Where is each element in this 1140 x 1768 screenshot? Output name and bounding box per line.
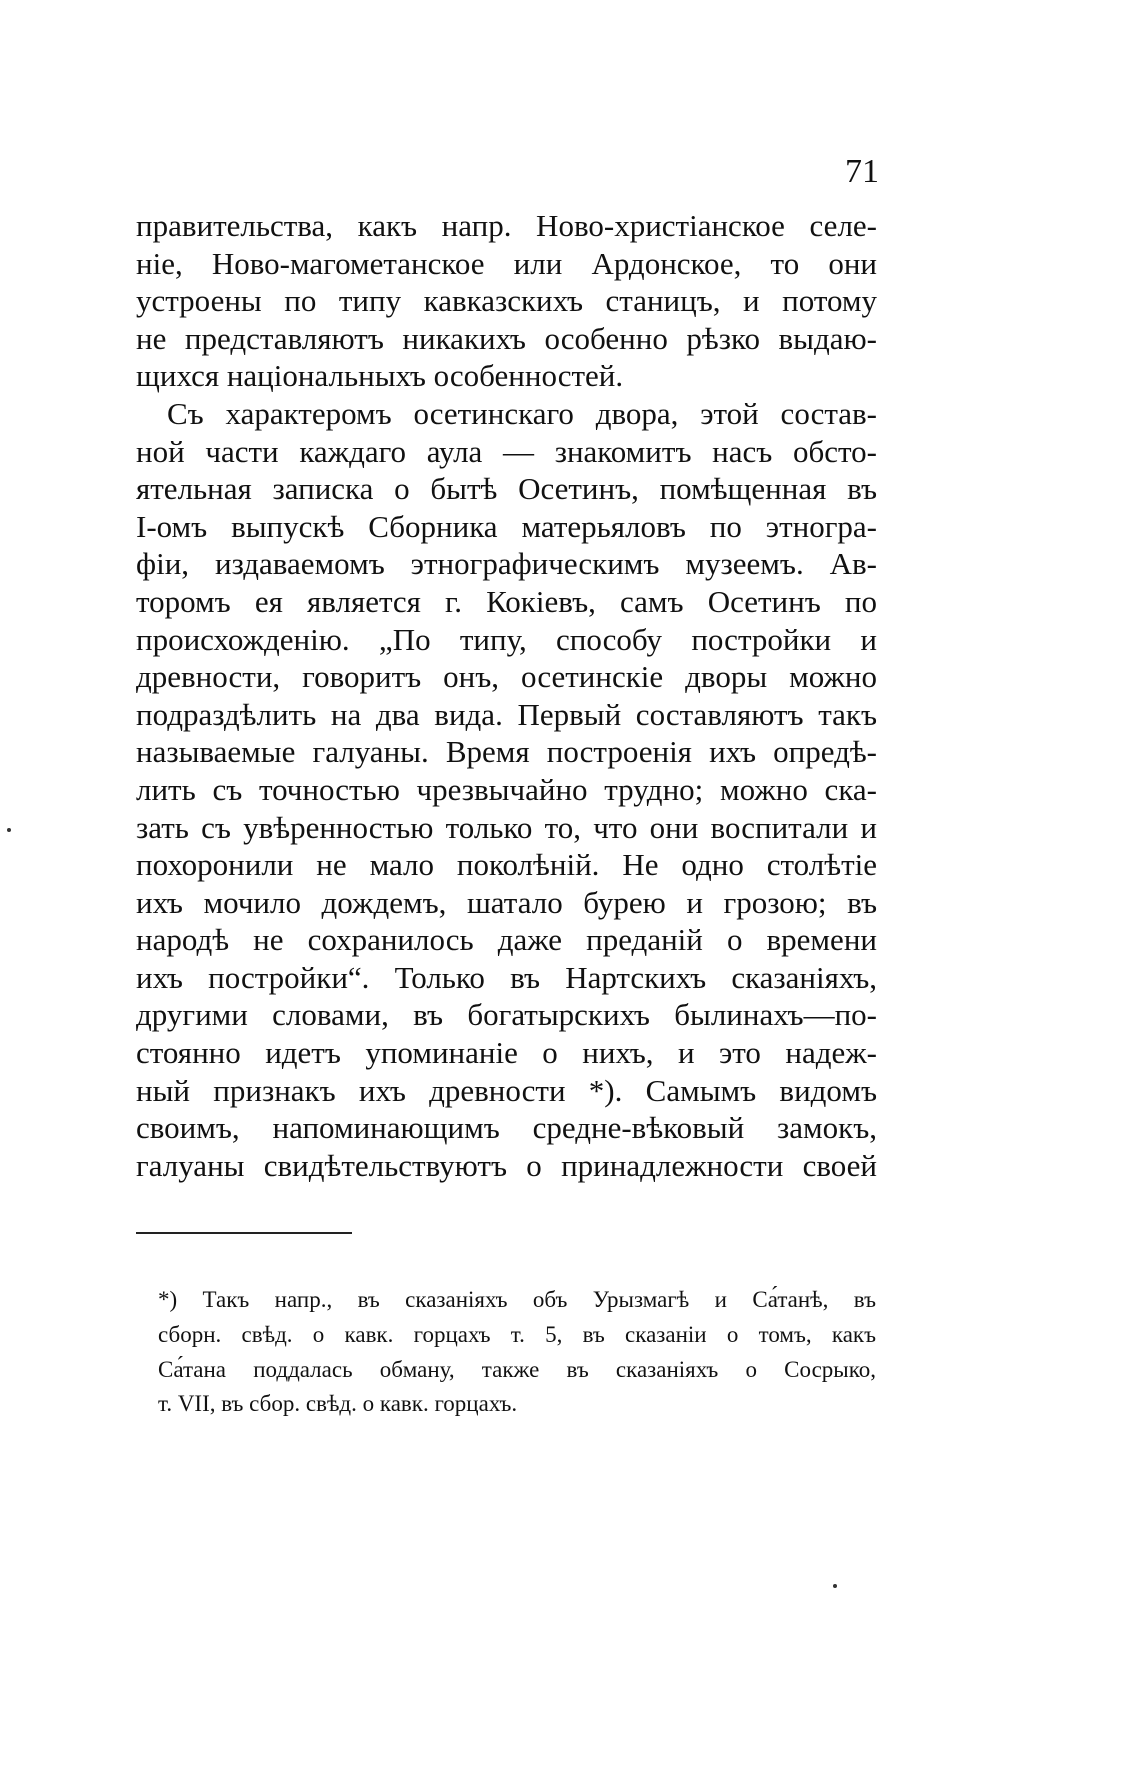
- text-line: I-омъ выпускѣ Сборника матерьяловъ по этногра-: [136, 508, 877, 544]
- page-number: 71: [845, 153, 879, 190]
- footnote: [158, 1283, 876, 1422]
- text-line: фіи, издаваемомъ этнографическимъ музеемъ. Ав-: [136, 546, 877, 582]
- footnote-line: Са́тана поддалась обману, также въ сказаніяхъ о Сосрыко,: [158, 1356, 876, 1382]
- body-text: [136, 207, 877, 1184]
- text-line: ихъ мочило дождемъ, шатало бурею и грозою; въ: [136, 884, 877, 920]
- text-line: похоронили не мало поколѣній. Не одно столѣтіе: [136, 847, 877, 883]
- footnote-line: сборн. свѣд. о кавк. горцахъ т. 5, въ сказаніи о томъ, какъ: [158, 1321, 876, 1347]
- text-line: подраздѣлить на два вида. Первый составляютъ такъ: [136, 696, 877, 732]
- text-line: устроены по типу кавказскихъ станицъ, и потому: [136, 283, 877, 319]
- text-line: торомъ ея является г. Кокіевъ, самъ Осетинъ по: [136, 583, 877, 619]
- text-line: ный признакъ ихъ древности *). Самымъ видомъ: [136, 1072, 877, 1108]
- text-line: щихся національныхъ особенностей.: [136, 358, 624, 394]
- text-line: другими словами, въ богатырскихъ былинахъ—по-: [136, 997, 877, 1033]
- text-line: не представляютъ никакихъ особенно рѣзко выдаю-: [136, 320, 877, 356]
- page-speck: [833, 1584, 837, 1588]
- footnote-divider: [136, 1232, 352, 1234]
- text-line: Съ характеромъ осетинскаго двора, этой состав-: [167, 395, 877, 431]
- margin-speck: [7, 828, 11, 832]
- text-line: ной части каждаго аула — знакомитъ насъ обсто-: [136, 433, 877, 469]
- text-line: зать съ увѣренностью только то, что они воспитали и: [136, 809, 877, 845]
- text-line: стоянно идетъ упоминаніе о нихъ, и это надеж-: [136, 1035, 877, 1071]
- text-line: называемые галуаны. Время построенія ихъ опредѣ-: [136, 734, 877, 770]
- footnote-line: *) Такъ напр., въ сказаніяхъ объ Урызмагѣ и Са́танѣ, въ: [158, 1287, 876, 1312]
- footnote-line: т. VII, въ сбор. свѣд. о кавк. горцахъ.: [158, 1391, 518, 1417]
- text-line: своимъ, напоминающимъ средне-вѣковый замокъ,: [136, 1110, 877, 1146]
- text-line: галуаны свидѣтельствуютъ о принадлежности своей: [136, 1147, 877, 1183]
- text-line: ніе, Ново-магометанское или Ардонское, то они: [136, 245, 877, 281]
- text-line: правительства, какъ напр. Ново-христіанское селе-: [136, 208, 877, 243]
- text-line: ихъ постройки“. Только въ Нартскихъ сказаніяхъ,: [136, 959, 877, 995]
- text-line: ятельная записка о бытѣ Осетинъ, помѣщенная въ: [136, 471, 877, 507]
- text-line: лить съ точностью чрезвычайно трудно; можно ска-: [136, 771, 877, 807]
- text-line: происхожденію. „По типу, способу постройки и: [136, 621, 877, 657]
- text-line: народѣ не сохранилось даже преданій о времени: [136, 922, 877, 958]
- text-line: древности, говоритъ онъ, осетинскіе дворы можно: [136, 659, 877, 695]
